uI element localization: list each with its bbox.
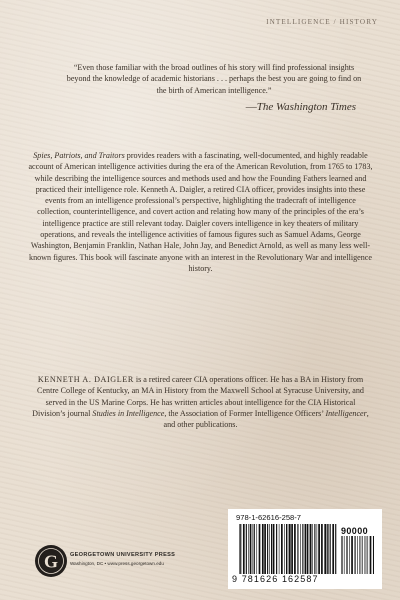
barcode-bar bbox=[256, 524, 257, 574]
barcode-bar bbox=[335, 524, 336, 574]
barcode-bar bbox=[346, 536, 347, 574]
barcode-bar bbox=[281, 524, 283, 574]
bio-text-1: is a retired career CIA operations officer. He has a BA in History from Centre College of Kentucky, an MA in History from the Maxwell School at Syracuse University, and served in the US Marine Corps. He has written articles about intelligence for the CIA Historical Division’s journal bbox=[32, 375, 364, 418]
author-bio bbox=[28, 374, 373, 430]
bio-text-3: , and other publications. bbox=[163, 408, 369, 430]
barcode-bar bbox=[239, 524, 240, 574]
barcode-bar bbox=[365, 536, 366, 574]
barcode-bar bbox=[248, 524, 249, 574]
barcode-bar bbox=[318, 524, 320, 574]
barcode-bar bbox=[289, 524, 291, 574]
barcode-bar bbox=[253, 524, 254, 574]
barcode-bar bbox=[246, 524, 247, 574]
barcode-bar bbox=[250, 524, 252, 574]
barcode-bar bbox=[357, 536, 358, 574]
barcode-bar bbox=[359, 536, 360, 574]
barcode-bar bbox=[294, 524, 296, 574]
barcode-bar bbox=[341, 536, 342, 574]
georgetown-logo-icon bbox=[34, 544, 68, 578]
barcode-bar bbox=[366, 536, 367, 574]
barcode-bar bbox=[276, 524, 277, 574]
barcode-panel bbox=[228, 509, 382, 589]
barcode-icon bbox=[238, 524, 338, 574]
barcode-bar bbox=[349, 536, 350, 574]
barcode-bar bbox=[361, 536, 362, 574]
barcode-bar bbox=[243, 524, 245, 574]
barcode-digits: 9 781626 162587 bbox=[232, 574, 319, 584]
barcode-bar bbox=[370, 536, 372, 574]
barcode-bar bbox=[312, 524, 313, 574]
barcode-bar bbox=[300, 524, 301, 574]
barcode-bar bbox=[297, 524, 298, 574]
barcode-bar bbox=[330, 524, 331, 574]
barcode-bar bbox=[309, 524, 310, 574]
barcode-bar bbox=[286, 524, 287, 574]
barcode-bar bbox=[307, 524, 308, 574]
barcode-bar bbox=[267, 524, 268, 574]
attribution-dash: — bbox=[245, 101, 257, 113]
review-attribution bbox=[246, 101, 356, 114]
barcode-bar bbox=[324, 524, 326, 574]
journal-intelligencer: Intelligencer bbox=[325, 408, 367, 418]
barcode-bar bbox=[344, 536, 345, 574]
barcode-bar bbox=[314, 524, 315, 574]
review-source: The Washington Times bbox=[256, 101, 356, 113]
barcode-bar bbox=[269, 524, 270, 574]
barcode-bar bbox=[288, 524, 289, 574]
barcode-bar bbox=[259, 524, 261, 574]
review-quote: “Even those familiar with the broad outlines of his story will find professional insights beyond the knowledge of academic historians . . . perhaps the best you are going to find on the birth of American intelligence.” bbox=[66, 63, 362, 95]
barcode-bar bbox=[302, 524, 303, 574]
barcode-bar bbox=[264, 524, 266, 574]
barcode-bar bbox=[342, 536, 343, 574]
barcode-bar bbox=[355, 536, 356, 574]
barcode-bar bbox=[332, 524, 334, 574]
barcode-bar bbox=[347, 536, 348, 574]
barcode-bar bbox=[373, 536, 374, 574]
publisher-address: Washington, DC • www.press.georgetown.edu bbox=[70, 561, 164, 566]
barcode-bar bbox=[291, 524, 293, 574]
addon-barcode-icon bbox=[340, 536, 374, 574]
barcode-bar bbox=[273, 524, 275, 574]
journal-studies-in-intelligence: Studies in Intelligence bbox=[92, 408, 165, 418]
category-label: INTELLIGENCE / HISTORY bbox=[266, 18, 378, 26]
barcode-bar bbox=[362, 536, 363, 574]
barcode-bar bbox=[279, 524, 280, 574]
author-name: KENNETH A. DAIGLER bbox=[37, 375, 134, 384]
barcode-bar bbox=[271, 524, 272, 574]
barcode-bar bbox=[284, 524, 285, 574]
barcode-bar bbox=[262, 524, 264, 574]
publisher-block bbox=[34, 544, 224, 580]
barcode-bar bbox=[327, 524, 328, 574]
barcode-bar bbox=[321, 524, 323, 574]
book-title: Spies, Patriots, and Traitors bbox=[33, 151, 125, 160]
isbn-number: 978-1-62616-258-7 bbox=[236, 513, 302, 522]
price-code: 90000 bbox=[341, 526, 369, 536]
book-description bbox=[28, 150, 373, 274]
barcode-bar bbox=[317, 524, 318, 574]
barcode-bar bbox=[310, 524, 312, 574]
barcode-bar bbox=[254, 524, 255, 574]
logo-letter: G bbox=[43, 551, 59, 572]
barcode-bar bbox=[305, 524, 307, 574]
publisher-name: GEORGETOWN UNIVERSITY PRESS bbox=[70, 552, 176, 558]
barcode-bar bbox=[328, 524, 329, 574]
barcode-bar bbox=[351, 536, 353, 574]
barcode-bar bbox=[367, 536, 368, 574]
bio-text-2: , the Association of Former Intelligence Officers’ bbox=[164, 408, 326, 418]
barcode-bar bbox=[240, 524, 241, 574]
description-text: provides readers with a fascinating, well-documented, and highly readable account of American intelligence activities during the era of the American Revolution, from 1765 to 1783, while describing the intelligence sources and methods used and how the Founding Fathers learned and practiced their intelligence role. Kenneth A. Daigler, a retired CIA officer, provides insights into these events from an intelligence professional’s perspective, highlighting the tradecraft of intelligence collection, counterintelligence, and covert action and relating how many of the principles of the era’s intelligence practice are still relevant today. Daigler covers intelligence in key theaters of military operations, and reveals the intelligence activities of famous figures such as Samuel Adams, George Washington, Benjamin Franklin, Nathan Hale, John Jay, and Benedict Arnold, as well as many less well-known figures. This book will fascinate anyone with an interest in the Revolutionary War and intelligence history. bbox=[28, 151, 373, 273]
